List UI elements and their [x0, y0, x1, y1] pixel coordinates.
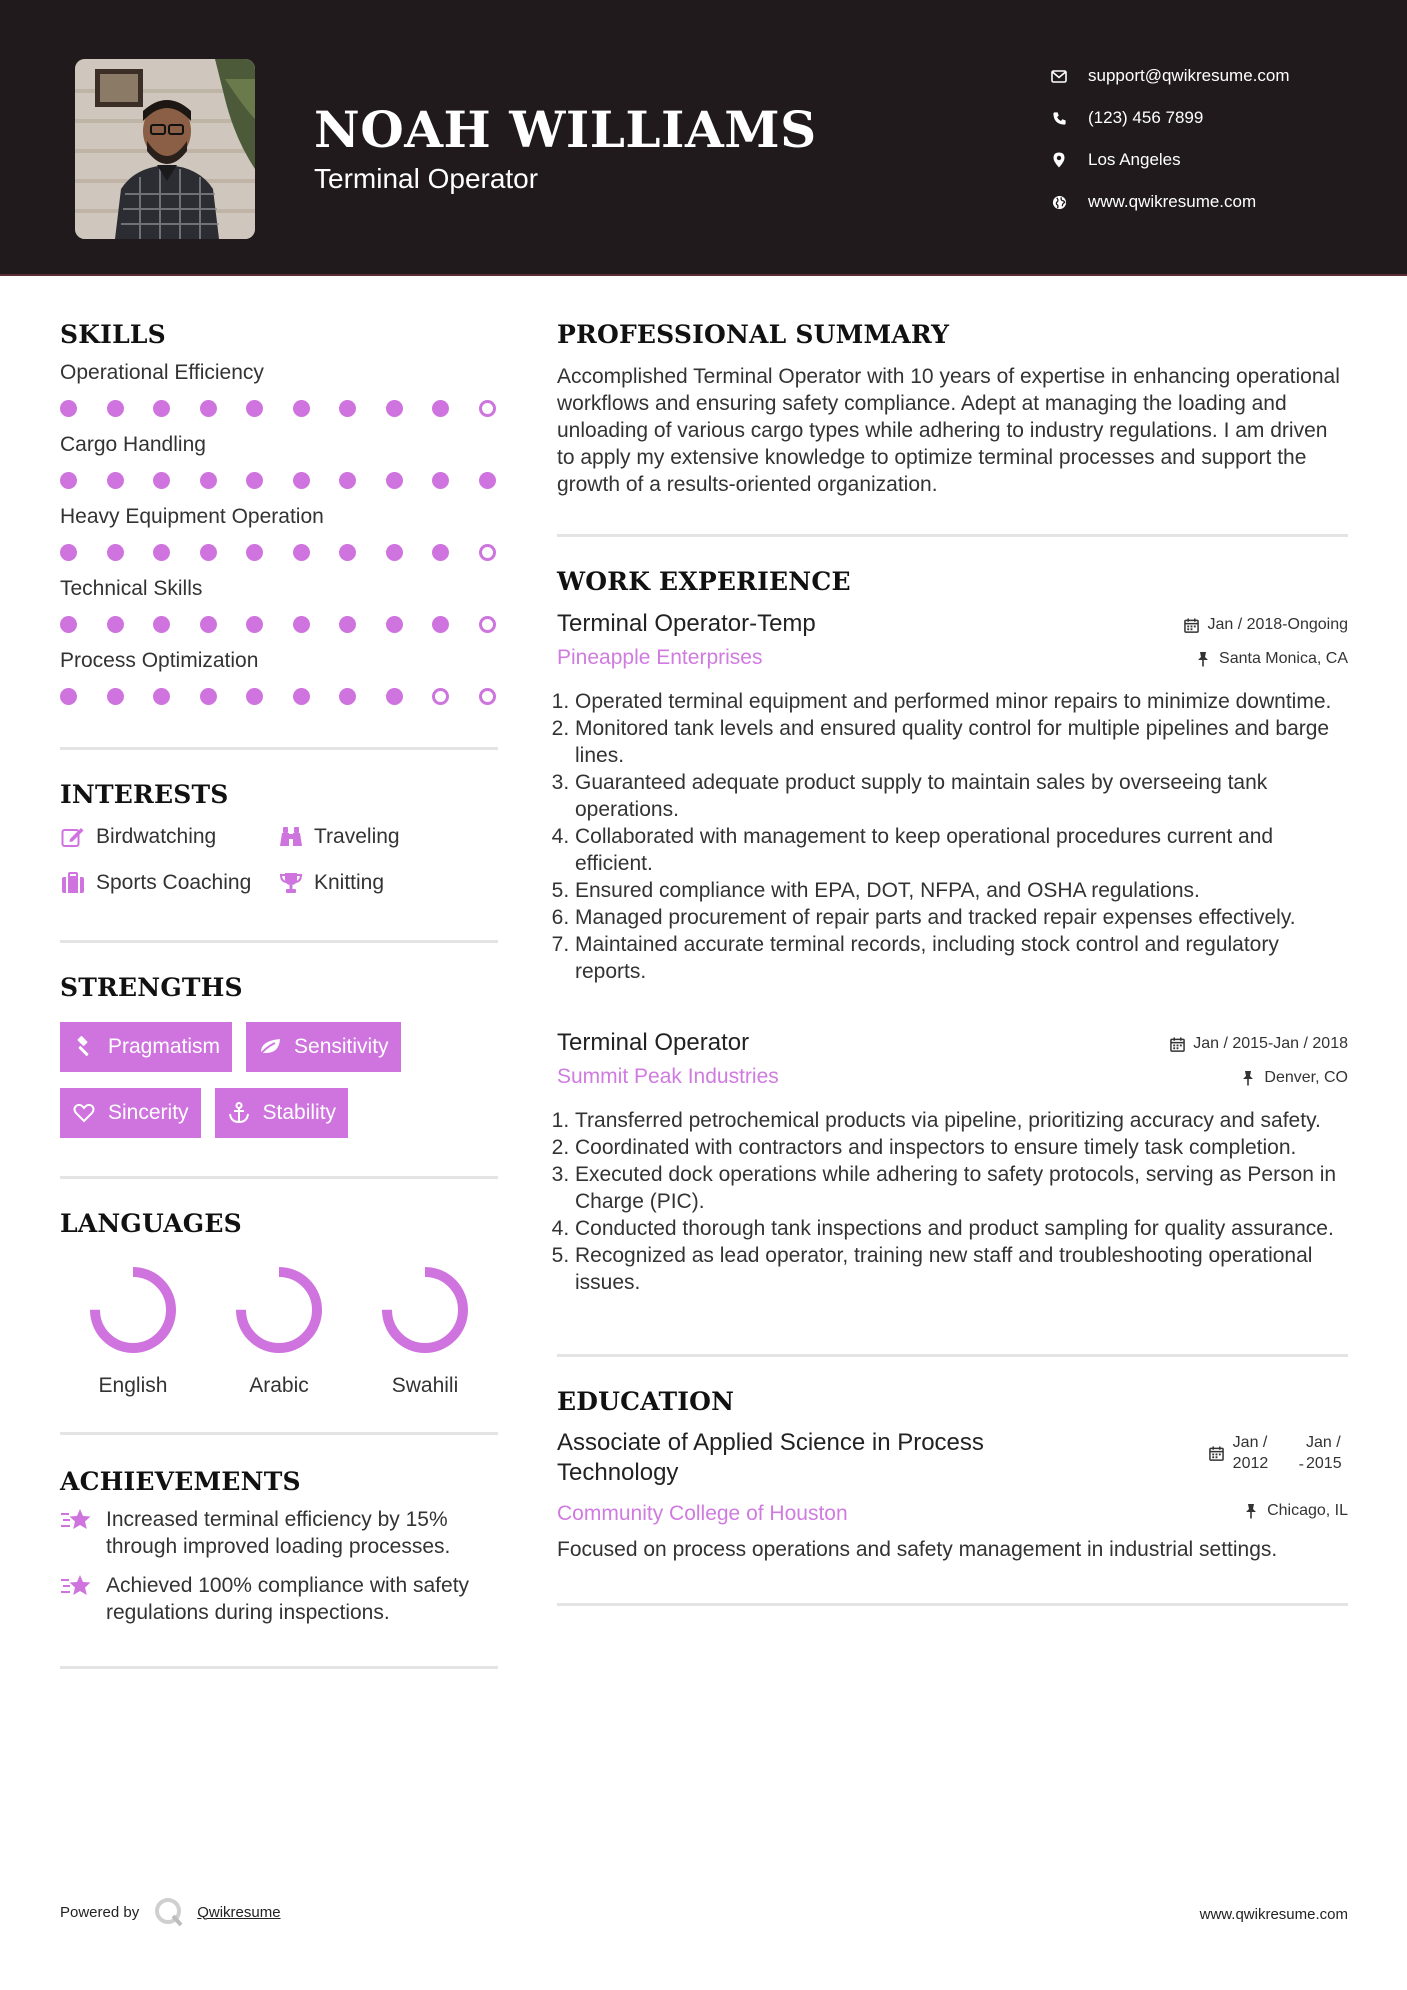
rating-dot-filled — [339, 616, 356, 633]
company-name: Summit Peak Industries — [557, 1065, 779, 1088]
education-location — [1243, 1502, 1348, 1520]
interest-item — [60, 871, 278, 895]
experience-section — [557, 567, 1348, 1296]
rating-dot-filled — [153, 400, 170, 417]
language-level-arc — [241, 1272, 317, 1348]
rating-dot-empty — [432, 688, 449, 705]
candidate-name: NOAH WILLIAMS — [314, 100, 817, 159]
language-item — [352, 1262, 498, 1398]
summary-title: PROFESSIONAL SUMMARY — [557, 320, 950, 349]
rating-dot-filled — [153, 688, 170, 705]
achievements-section — [60, 1467, 498, 1626]
rating-dot-filled — [386, 400, 403, 417]
interest-label: Sports Coaching — [96, 871, 252, 894]
skill-item — [60, 505, 498, 563]
section-divider — [60, 747, 498, 750]
rating-dot-filled — [60, 400, 77, 417]
job-title: Terminal Operator-Temp — [557, 610, 816, 637]
skill-name: Heavy Equipment Operation — [60, 505, 324, 528]
interest-label: Birdwatching — [96, 825, 217, 848]
language-level-arc — [387, 1272, 463, 1348]
binoculars-icon — [278, 825, 304, 849]
achievements-title: ACHIEVEMENTS — [60, 1467, 301, 1496]
pushpin-icon — [1195, 651, 1211, 667]
company-name: Pineapple Enterprises — [557, 646, 763, 669]
anchor-icon — [227, 1101, 251, 1125]
job-bullet: 4. Collaborated with management to keep operational procedures current and efficient. — [575, 823, 1348, 877]
gavel-icon — [72, 1035, 96, 1059]
job-bullet: 1. Transferred petrochemical products via pipeline, prioritizing accuracy and safety. — [575, 1107, 1348, 1134]
pushpin-icon — [1243, 1503, 1259, 1519]
left-column — [60, 320, 498, 1669]
job-bullet: 5. Recognized as lead operator, training new staff and troubleshooting operational issues. — [575, 1242, 1348, 1296]
rating-dot-filled — [107, 544, 124, 561]
rating-dot-filled — [479, 472, 496, 489]
skill-name: Cargo Handling — [60, 433, 206, 456]
rating-dot-filled — [60, 616, 77, 633]
skill-item — [60, 361, 498, 419]
job-title: Terminal Operator — [557, 1029, 750, 1056]
skills-title: SKILLS — [60, 320, 166, 349]
language-item — [206, 1262, 352, 1398]
job-bullet: 2. Monitored tank levels and ensured quality control for multiple pipelines and barge lines. — [575, 715, 1348, 769]
education-title: EDUCATION — [557, 1387, 735, 1416]
strength-label: Sincerity — [108, 1101, 189, 1124]
rating-dot-filled — [153, 472, 170, 489]
degree-title: Associate of Applied Science in Process Technology — [557, 1429, 984, 1486]
language-label: English — [98, 1374, 168, 1397]
job-bullet: 5. Ensured compliance with EPA, DOT, NFPA, and OSHA regulations. — [575, 877, 1348, 904]
rating-dot-filled — [339, 544, 356, 561]
strength-chip — [215, 1088, 349, 1138]
job-bullet: 2. Coordinated with contractors and inspectors to ensure timely task completion. — [575, 1134, 1348, 1161]
interests-section — [60, 780, 498, 895]
strengths-section — [60, 973, 498, 1138]
interest-label: Traveling — [314, 825, 400, 848]
job-location-text: Santa Monica, CA — [1219, 650, 1348, 667]
rating-dot-filled — [107, 472, 124, 489]
skill-item — [60, 649, 498, 707]
section-divider — [60, 1432, 498, 1435]
rating-dot-filled — [432, 400, 449, 417]
achievement-item — [60, 1506, 498, 1560]
achievement-text: Increased terminal efficiency by 15% through improved loading processes. — [106, 1508, 451, 1558]
rating-dot-filled — [60, 544, 77, 561]
rating-dot-filled — [246, 472, 263, 489]
section-divider — [60, 940, 498, 943]
rating-dot-filled — [246, 544, 263, 561]
section-divider — [557, 534, 1348, 537]
job-bullet: 7. Maintained accurate terminal records, including stock control and regulatory reports. — [575, 931, 1348, 985]
rating-dot-filled — [246, 616, 263, 633]
rating-dot-filled — [293, 400, 310, 417]
section-divider — [557, 1354, 1348, 1357]
education-description: Focused on process operations and safety management in industrial settings. — [557, 1538, 1278, 1561]
skill-item — [60, 433, 498, 491]
rating-dot-filled — [107, 688, 124, 705]
rating-dot-filled — [293, 472, 310, 489]
footer-powered-by — [60, 1896, 281, 1928]
calendar-icon — [1209, 1445, 1225, 1461]
rating-dot-filled — [432, 616, 449, 633]
rating-dot-filled — [293, 688, 310, 705]
contact-location-text: Los Angeles — [1088, 150, 1181, 169]
rating-dot-filled — [386, 688, 403, 705]
language-item — [60, 1262, 206, 1398]
rating-dot-filled — [386, 544, 403, 561]
envelope-icon — [1050, 67, 1068, 85]
rating-dot-filled — [200, 616, 217, 633]
rating-dot-filled — [432, 544, 449, 561]
rating-dot-empty — [479, 616, 496, 633]
job-entry — [557, 610, 1348, 985]
resume-header — [0, 0, 1407, 276]
skill-rating — [60, 469, 498, 491]
job-bullet: 3. Guaranteed adequate product supply to maintain sales by overseeing tank operations. — [575, 769, 1348, 823]
calendar-icon — [1169, 1036, 1185, 1052]
contact-email[interactable] — [1050, 55, 1290, 97]
location-pin-icon — [1050, 151, 1068, 169]
education-location-text: Chicago, IL — [1267, 1502, 1348, 1519]
strengths-title: STRENGTHS — [60, 973, 243, 1002]
rating-dot-filled — [60, 472, 77, 489]
contact-phone[interactable] — [1050, 97, 1290, 139]
rating-dot-empty — [479, 544, 496, 561]
rating-dot-filled — [200, 544, 217, 561]
star-badge-icon — [60, 1506, 94, 1534]
job-bullets — [557, 1107, 1348, 1296]
summary-text: Accomplished Terminal Operator with 10 years of expertise in enhancing operational workflows and ensuring safety compliance. Adept at managing the loading and unloading of various cargo types while adhering to industry regulations. I am driven to apply my extensive knowledge to optimize terminal processes and support the growth of a results-oriented organization. — [557, 365, 1340, 496]
qwikresume-logo-icon — [153, 1896, 185, 1928]
strength-chip — [246, 1022, 401, 1072]
job-bullet: 1. Operated terminal equipment and performed minor repairs to minimize downtime. — [575, 688, 1348, 715]
contact-email-text: support@qwikresume.com — [1088, 66, 1290, 85]
section-divider — [60, 1176, 498, 1179]
rating-dot-filled — [293, 544, 310, 561]
rating-dot-filled — [293, 616, 310, 633]
contact-location — [1050, 139, 1290, 181]
education-date-separator: - — [1298, 1456, 1304, 1473]
summary-section — [557, 320, 1348, 498]
language-label: Swahili — [391, 1374, 459, 1397]
job-location-text: Denver, CO — [1264, 1069, 1348, 1086]
profile-photo — [75, 59, 255, 239]
footer-website[interactable]: www.qwikresume.com — [1199, 1906, 1348, 1923]
job-bullet: 4. Conducted thorough tank inspections and product sampling for quality assurance. — [575, 1215, 1348, 1242]
job-date-text: Jan / 2015-Jan / 2018 — [1193, 1035, 1348, 1052]
pencil-square-icon — [60, 825, 86, 849]
rating-dot-filled — [432, 472, 449, 489]
job-entry — [557, 1029, 1348, 1296]
job-date — [1183, 616, 1348, 634]
right-column — [557, 320, 1348, 1606]
skill-rating — [60, 613, 498, 635]
education-date-start: Jan / 2012 — [1232, 1434, 1269, 1472]
rating-dot-empty — [479, 400, 496, 417]
languages-title: LANGUAGES — [60, 1209, 242, 1238]
education-date-end: Jan / 2015 — [1306, 1434, 1342, 1472]
rating-dot-filled — [339, 400, 356, 417]
rating-dot-filled — [200, 400, 217, 417]
rating-dot-filled — [153, 544, 170, 561]
rating-dot-filled — [246, 688, 263, 705]
rating-dot-filled — [200, 688, 217, 705]
rating-dot-filled — [153, 616, 170, 633]
contact-website-text: www.qwikresume.com — [1088, 192, 1257, 211]
interests-title: INTERESTS — [60, 780, 229, 809]
interest-item — [278, 871, 498, 895]
skill-rating — [60, 685, 498, 707]
star-badge-icon — [60, 1572, 94, 1600]
rating-dot-filled — [200, 472, 217, 489]
interest-label: Knitting — [314, 871, 385, 894]
education-date — [1209, 1432, 1348, 1474]
contact-website[interactable] — [1050, 181, 1290, 223]
contact-list — [1050, 55, 1290, 223]
section-divider — [60, 1666, 498, 1669]
rating-dot-filled — [339, 472, 356, 489]
skill-name: Technical Skills — [60, 577, 203, 600]
education-section — [557, 1387, 1348, 1563]
school-name: Community College of Houston — [557, 1502, 848, 1525]
rating-dot-filled — [107, 616, 124, 633]
strength-chip — [60, 1088, 201, 1138]
rating-dot-filled — [339, 688, 356, 705]
calendar-icon — [1183, 617, 1199, 633]
heart-icon — [72, 1101, 96, 1125]
language-level-arc — [95, 1272, 171, 1348]
phone-icon — [1050, 109, 1068, 127]
rating-dot-filled — [246, 400, 263, 417]
strength-label: Pragmatism — [108, 1035, 221, 1058]
job-location — [1240, 1069, 1348, 1087]
pushpin-icon — [1240, 1070, 1256, 1086]
suitcase-icon — [60, 871, 86, 895]
job-bullet: 6. Managed procurement of repair parts and tracked repair expenses effectively. — [575, 904, 1348, 931]
language-proficiency-ring — [377, 1262, 473, 1358]
job-location — [1195, 650, 1348, 668]
skill-name: Operational Efficiency — [60, 361, 264, 384]
skill-rating — [60, 397, 498, 419]
strength-chip — [60, 1022, 232, 1072]
job-bullets — [557, 688, 1348, 985]
interest-item — [278, 825, 498, 849]
trophy-icon — [278, 871, 304, 895]
section-divider — [557, 1603, 1348, 1606]
language-proficiency-ring — [231, 1262, 327, 1358]
language-proficiency-ring — [85, 1262, 181, 1358]
strength-label: Stability — [262, 1101, 337, 1124]
skill-item — [60, 577, 498, 635]
language-label: Arabic — [249, 1374, 309, 1397]
skill-rating — [60, 541, 498, 563]
skills-section — [60, 320, 498, 707]
strength-label: Sensitivity — [294, 1035, 389, 1058]
job-date — [1169, 1035, 1348, 1053]
powered-by-label: Powered by — [60, 1903, 140, 1921]
rating-dot-filled — [107, 400, 124, 417]
job-date-text: Jan / 2018-Ongoing — [1207, 616, 1348, 633]
skill-name: Process Optimization — [60, 649, 259, 672]
rating-dot-filled — [386, 472, 403, 489]
achievement-text: Achieved 100% compliance with safety regulations during inspections. — [106, 1574, 470, 1624]
contact-phone-text: (123) 456 7899 — [1088, 108, 1204, 127]
leaf-icon — [258, 1035, 282, 1059]
brand-link[interactable]: Qwikresume — [197, 1903, 281, 1921]
rating-dot-empty — [479, 688, 496, 705]
interest-item — [60, 825, 278, 849]
achievement-item — [60, 1572, 498, 1626]
globe-icon — [1050, 193, 1068, 211]
experience-title: WORK EXPERIENCE — [557, 567, 851, 596]
rating-dot-filled — [60, 688, 77, 705]
candidate-role: Terminal Operator — [314, 163, 539, 194]
job-bullet: 3. Executed dock operations while adhering to safety protocols, serving as Person in Charge (PIC). — [575, 1161, 1348, 1215]
rating-dot-filled — [386, 616, 403, 633]
languages-section — [60, 1209, 498, 1398]
